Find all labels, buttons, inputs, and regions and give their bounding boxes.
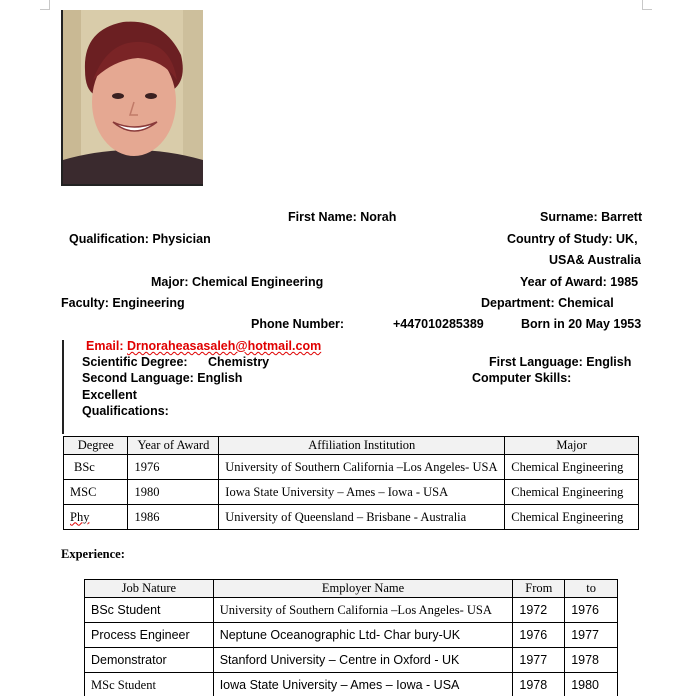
col-header-employer: Employer Name <box>213 580 513 598</box>
to-cell: 1978 <box>565 648 618 673</box>
major-cell: Chemical Engineering <box>505 455 639 480</box>
col-header-from: From <box>513 580 565 598</box>
job-cell: BSc Student <box>85 598 214 623</box>
qualification: Qualification: Physician <box>69 232 211 246</box>
table-header-row <box>64 437 639 455</box>
from-cell: 1978 <box>513 673 565 696</box>
to-cell: 1980 <box>565 673 618 696</box>
employer-cell: Stanford University – Centre in Oxford - UK <box>213 648 513 673</box>
job-cell: Process Engineer <box>85 623 214 648</box>
from-cell: 1976 <box>513 623 565 648</box>
institution-cell: University of Southern California –Los Angeles- USA <box>219 455 505 480</box>
faculty: Faculty: Engineering <box>61 296 185 310</box>
institution-cell: University of Queensland – Brisbane - Australia <box>219 505 505 530</box>
col-header-to: to <box>565 580 618 598</box>
crop-mark-top-right <box>642 0 652 10</box>
major-cell: Chemical Engineering <box>505 505 639 530</box>
table-row <box>85 623 618 648</box>
scientific-degree-label: Scientific Degree: <box>82 355 188 369</box>
table-row <box>85 648 618 673</box>
col-header-job-nature: Job Nature <box>85 580 214 598</box>
job-cell: MSc Student <box>85 673 214 696</box>
country-of-study: Country of Study: UK, <box>507 232 638 246</box>
department: Department: Chemical <box>481 296 614 310</box>
qualifications-heading: Qualifications: <box>82 404 169 418</box>
degree-cell: Phy <box>64 505 128 530</box>
employer-cell: Neptune Oceanographic Ltd- Char bury-UK <box>213 623 513 648</box>
year-cell: 1980 <box>128 480 219 505</box>
col-header-affiliation: Affiliation Institution <box>219 437 505 455</box>
from-cell: 1972 <box>513 598 565 623</box>
email-label: Email: <box>86 339 127 353</box>
first-name: First Name: Norah <box>288 210 397 224</box>
education-table <box>63 436 639 530</box>
table-row <box>85 673 618 696</box>
phone-value: +447010285389 <box>393 317 484 331</box>
year-cell: 1986 <box>128 505 219 530</box>
employer-cell: University of Southern California –Los Angeles- USA <box>213 598 513 623</box>
institution-cell: Iowa State University – Ames – Iowa - USA <box>219 480 505 505</box>
table-row <box>64 480 639 505</box>
table-row <box>85 598 618 623</box>
crop-mark-top-left <box>40 0 50 10</box>
surname: Surname: Barrett <box>540 210 643 224</box>
scientific-degree-value: Chemistry <box>208 355 270 369</box>
col-header-year-of-award: Year of Award <box>128 437 219 455</box>
second-language: Second Language: English <box>82 371 243 385</box>
employer-cell: Iowa State University – Ames – Iowa - USA <box>213 673 513 696</box>
profile-photo <box>61 10 203 186</box>
col-header-major: Major <box>505 437 639 455</box>
computer-skills-value: Excellent <box>82 388 137 402</box>
table-row <box>64 455 639 480</box>
first-language: First Language: English <box>489 355 632 369</box>
degree-cell: BSc <box>64 455 128 480</box>
job-cell: Demonstrator <box>85 648 214 673</box>
col-header-degree: Degree <box>64 437 128 455</box>
country-of-study-cont: USA& Australia <box>549 253 641 267</box>
table-header-row <box>85 580 618 598</box>
email[interactable] <box>86 339 321 353</box>
major: Major: Chemical Engineering <box>151 275 324 289</box>
phone-label: Phone Number: <box>251 317 345 331</box>
from-cell: 1977 <box>513 648 565 673</box>
table-row <box>64 505 639 530</box>
year-of-award: Year of Award: 1985 <box>520 275 639 289</box>
to-cell: 1977 <box>565 623 618 648</box>
experience-heading: Experience: <box>61 547 125 561</box>
degree-cell: MSC <box>64 480 128 505</box>
birth-date: Born in 20 May 1953 <box>521 317 642 331</box>
email-address[interactable]: Drnoraheasasaleh@hotmail.com <box>127 339 322 353</box>
year-cell: 1976 <box>128 455 219 480</box>
major-cell: Chemical Engineering <box>505 480 639 505</box>
experience-table <box>84 579 618 696</box>
computer-skills: Computer Skills: <box>472 371 572 385</box>
to-cell: 1976 <box>565 598 618 623</box>
left-vertical-rule <box>62 340 64 434</box>
